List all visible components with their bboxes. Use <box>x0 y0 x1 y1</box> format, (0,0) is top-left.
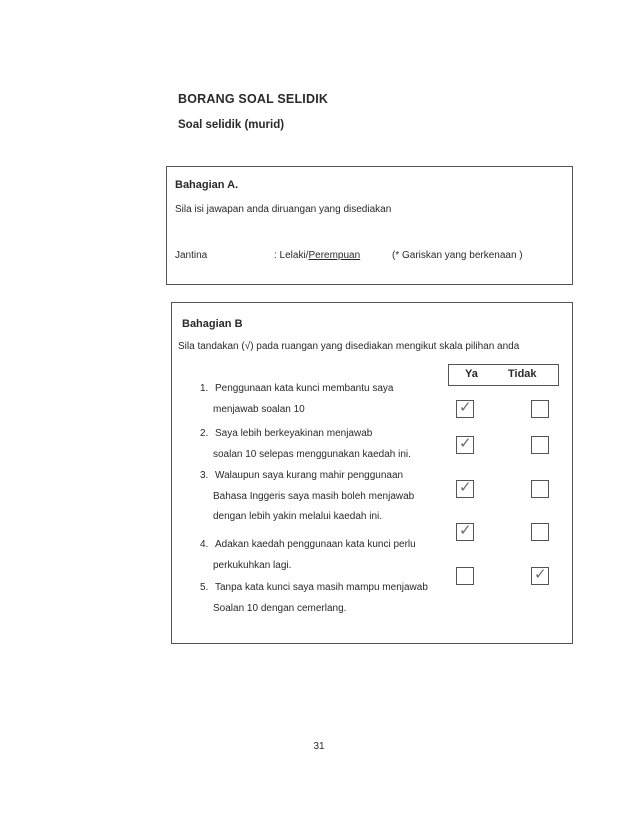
check-mark-icon: ✓ <box>534 565 547 583</box>
checkbox-ya[interactable] <box>456 523 474 541</box>
question-number: 2. <box>200 428 209 439</box>
checkbox-ya[interactable] <box>456 400 474 418</box>
question-number: 4. <box>200 539 209 550</box>
checkbox-tidak[interactable] <box>531 436 549 454</box>
checkbox-tidak[interactable] <box>531 400 549 418</box>
question-text-line: soalan 10 selepas menggunakan kaedah ini. <box>213 448 411 460</box>
gender-options <box>274 250 360 261</box>
question-text-line: Adakan kaedah penggunaan kata kunci perlu <box>215 539 416 550</box>
question-text-line: Tanpa kata kunci saya masih mampu menjawab <box>215 582 428 593</box>
checkbox-tidak[interactable] <box>531 567 549 585</box>
question-number: 1. <box>200 383 209 394</box>
gender-note: (* Gariskan yang berkenaan ) <box>392 250 523 261</box>
gender-label: Jantina <box>175 250 208 261</box>
question-text-line: Saya lebih berkeyakinan menjawab <box>215 428 373 439</box>
question-text-line: Walaupun saya kurang mahir penggunaan <box>215 470 404 481</box>
checkbox-ya[interactable] <box>456 480 474 498</box>
page-number: 31 <box>313 741 325 752</box>
section-a-instruction: Sila isi jawapan anda diruangan yang disediakan <box>175 204 392 215</box>
check-mark-icon: ✓ <box>459 434 472 452</box>
page-subtitle: Soal selidik (murid) <box>178 119 285 131</box>
question-text-line: Penggunaan kata kunci membantu saya <box>215 383 394 394</box>
check-mark-icon: ✓ <box>459 478 472 496</box>
check-mark-icon: ✓ <box>459 521 472 539</box>
checkbox-ya[interactable] <box>456 436 474 454</box>
checkbox-tidak[interactable] <box>531 523 549 541</box>
section-b-instruction: Sila tandakan (√) pada ruangan yang disediakan mengikut skala pilihan anda <box>178 341 520 352</box>
column-ya: Ya <box>465 368 478 380</box>
checkbox-tidak[interactable] <box>531 480 549 498</box>
question-text-line: dengan lebih yakin melalui kaedah ini. <box>213 511 383 522</box>
section-a-heading: Bahagian A. <box>175 179 239 191</box>
question-text-line: Soalan 10 dengan cemerlang. <box>213 602 347 614</box>
column-tidak: Tidak <box>508 368 537 380</box>
question-text-line: menjawab soalan 10 <box>213 403 305 415</box>
question-text-line: perkukuhkan lagi. <box>213 559 292 571</box>
question-number: 3. <box>200 470 209 481</box>
section-b-heading: Bahagian B <box>182 318 243 330</box>
gender-option-selected: Perempuan <box>308 250 361 261</box>
gender-option-lelaki: : Lelaki/ <box>274 250 309 261</box>
checkbox-ya[interactable] <box>456 567 474 585</box>
question-number: 5. <box>200 582 209 593</box>
page-title: BORANG SOAL SELIDIK <box>178 92 329 106</box>
check-mark-icon: ✓ <box>459 398 472 416</box>
question-text-line: Bahasa Inggeris saya masih boleh menjawab <box>213 490 415 502</box>
